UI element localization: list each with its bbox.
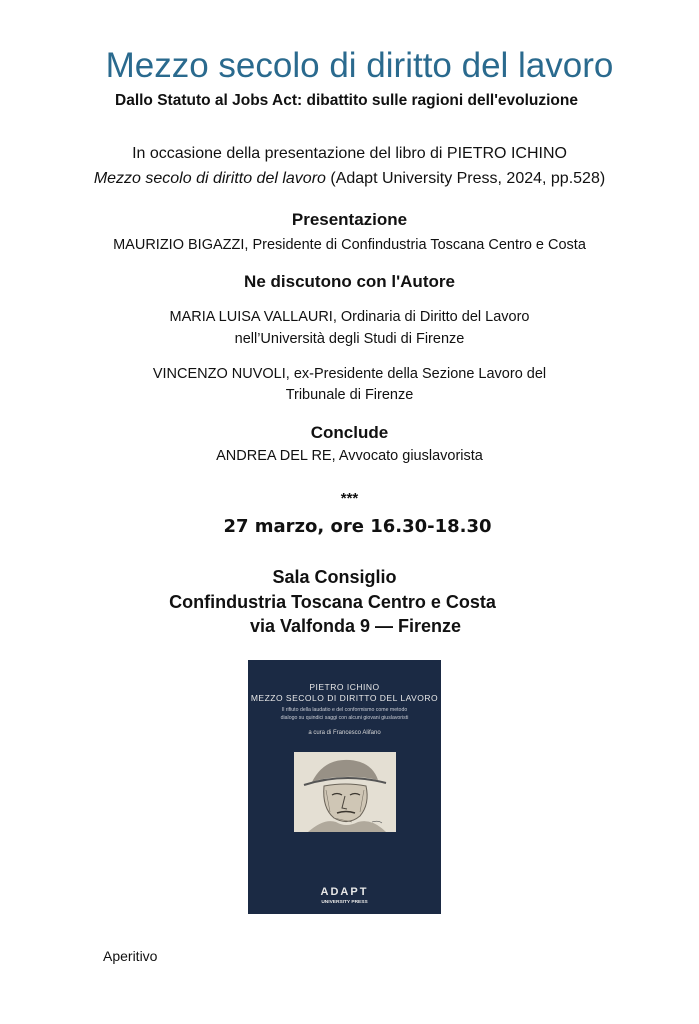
intro-book-title: Mezzo secolo di diritto del lavoro [93,170,326,187]
footer-note: Aperitivo [103,948,158,964]
book-cover-tagline: dialogo su quindici saggi con alcuni giovani giuslavoristi [280,715,409,721]
discussant-1-line-2: nell’Università degli Studi di Firenze [234,331,465,347]
page-title: Mezzo secolo di diritto del lavoro [105,46,614,85]
book-cover-title: MEZZO SECOLO DI DIRITTO DEL LAVORO [250,693,439,703]
venue-organization: Confindustria Toscana Centro e Costa [169,592,496,612]
venue-room: Sala Consiglio [272,567,397,587]
presentation-heading: Presentazione [291,210,408,229]
discussant-2-line-2: Tribunale di Firenze [285,387,414,403]
intro-book-details: (Adapt University Press, 2024, pp.528) [325,170,606,187]
book-cover-tagline: Il rifiuto della laudatio e del conformismo come metodo [281,707,408,713]
presentation-speaker: MAURIZIO BIGAZZI, Presidente di Confindustria Toscana Centro e Costa [113,237,586,253]
discussant-1-line-1: MARIA LUISA VALLAURI, Ordinaria di Diritto del Lavoro [169,309,530,325]
publisher-subtitle: UNIVERSITY PRESS [321,900,368,905]
book-cover-author: PIETRO ICHINO [309,682,380,692]
book-cover-image [248,660,441,914]
conclusion-heading: Conclude [310,423,389,442]
publisher-logo: ADAPT [320,886,369,898]
book-cover-editor: a cura di Francesco Alifano [308,730,381,736]
intro-book-line [0,170,699,188]
portrait-sketch [294,752,396,832]
page-subtitle: Dallo Statuto al Jobs Act: dibattito sulle ragioni dell'evoluzione [115,92,578,109]
separator: *** [340,490,359,507]
intro-line: In occasione della presentazione del libro di PIETRO ICHINO [132,145,567,162]
venue-address: via Valfonda 9 — Firenze [249,616,462,636]
discussant-2-line-1: VINCENZO NUVOLI, ex-Presidente della Sezione Lavoro del [152,366,547,382]
conclusion-speaker: ANDREA DEL RE, Avvocato giuslavorista [216,448,483,464]
discussion-heading: Ne discutono con l'Autore [244,272,455,291]
event-date: 27 marzo, ore 16.30-18.30 [223,516,492,537]
